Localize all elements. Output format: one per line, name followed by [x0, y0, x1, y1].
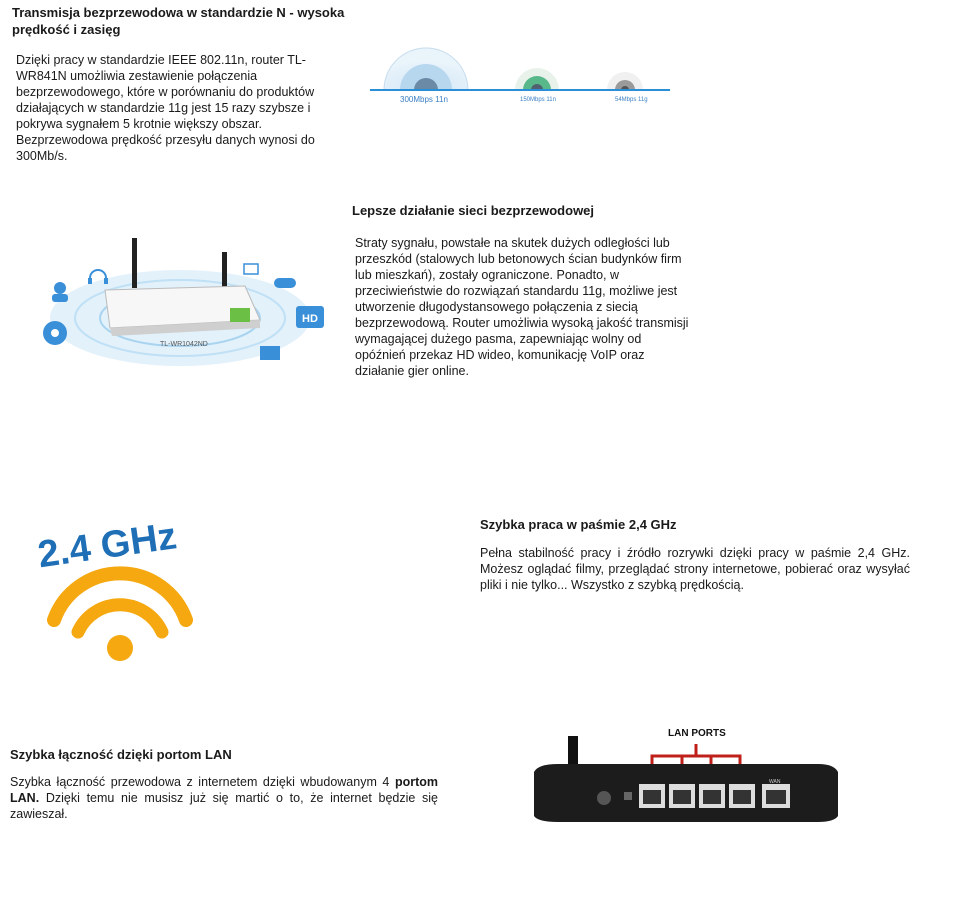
label-150mbps: 150Mbps 11n	[520, 97, 556, 103]
lan-port-3	[699, 784, 725, 808]
wifi-arc-mid	[78, 605, 162, 632]
gamepad-icon	[274, 278, 296, 288]
label-54mbps: 54Mbps 11g	[615, 97, 648, 103]
wifi-dot	[107, 635, 133, 661]
band-label: 2.4 GHz	[35, 515, 180, 577]
router-illustration	[30, 228, 330, 383]
lan-port-1	[639, 784, 665, 808]
section-body: Dzięki pracy w standardzie IEEE 802.11n, router TL-WR841N umożliwia zestawienie połączenia bezprzewodowego, które w porównaniu do produktów działających w standardzie 11g jest 15 razy szybsze i pokrywa sygnałem 5 krotnie większy obszar. Bezprzewodowa prędkość przesyłu danych wynosi do 300Mb/s.	[16, 53, 315, 163]
section-title: Lepsze działanie sieci bezprzewodowej	[352, 203, 595, 218]
wifi-arc-outer	[54, 573, 186, 620]
document-icon	[260, 346, 280, 360]
section-body: Szybka łączność przewodowa z internetem dzięki wbudowanym 4 portom LAN. Dzięki temu nie musisz już się martić o to, że internet będzie się zawieszał.	[10, 775, 438, 821]
hd-video-icon	[296, 306, 324, 328]
section-body: Pełna stabilność pracy i źródło rozrywki dzięki pracy w paśmie 2,4 GHz. Możesz oglądać filmy, przeglądać strony internetowe, pobierać oraz wysyłać pliki i nie tylko... Wszystko z szybką prędkością.	[480, 546, 910, 592]
section-title: Transmisja bezprzewodowa w standardzie N - wysoka prędkość i zasięg	[12, 5, 345, 37]
lan-ports-callout: LAN PORTS	[668, 728, 726, 739]
section-body: Straty sygnału, powstałe na skutek dużych odległości lub przeszkód (stalowych lub betonowych ścian budynków firm lub mieszkań), zostały ograniczone. Ponadto, w przeciwieństwie do rozwiązań standardu 11g, możliwe jest utworzenie długodystansowego połączenia z siecią bezprzewodową. Router umożliwia wysoką jakość transmisji wymagającej dużego pasma, zapewniając wolny od opóźnień przekaz HD wideo, komunikację VoIP oraz działanie gier online.	[355, 236, 689, 378]
lan-port-4	[729, 784, 755, 808]
section-title: Szybka praca w paśmie 2,4 GHz	[480, 517, 677, 532]
hd-badge: HD	[302, 313, 318, 325]
film-reel-icon	[43, 321, 67, 345]
user-icon	[52, 282, 68, 302]
lan-port-2	[669, 784, 695, 808]
model-label: TL-WR1042ND	[160, 341, 208, 348]
image-icon	[244, 264, 258, 274]
router-back-panel-image	[528, 722, 842, 824]
range-comparison-image	[370, 38, 680, 108]
section-title: Szybka łączność dzięki portom LAN	[10, 747, 232, 762]
wifi-24ghz-image	[30, 508, 210, 673]
wan-label: WAN	[769, 779, 781, 785]
label-300mbps: 300Mbps 11n	[400, 95, 448, 104]
